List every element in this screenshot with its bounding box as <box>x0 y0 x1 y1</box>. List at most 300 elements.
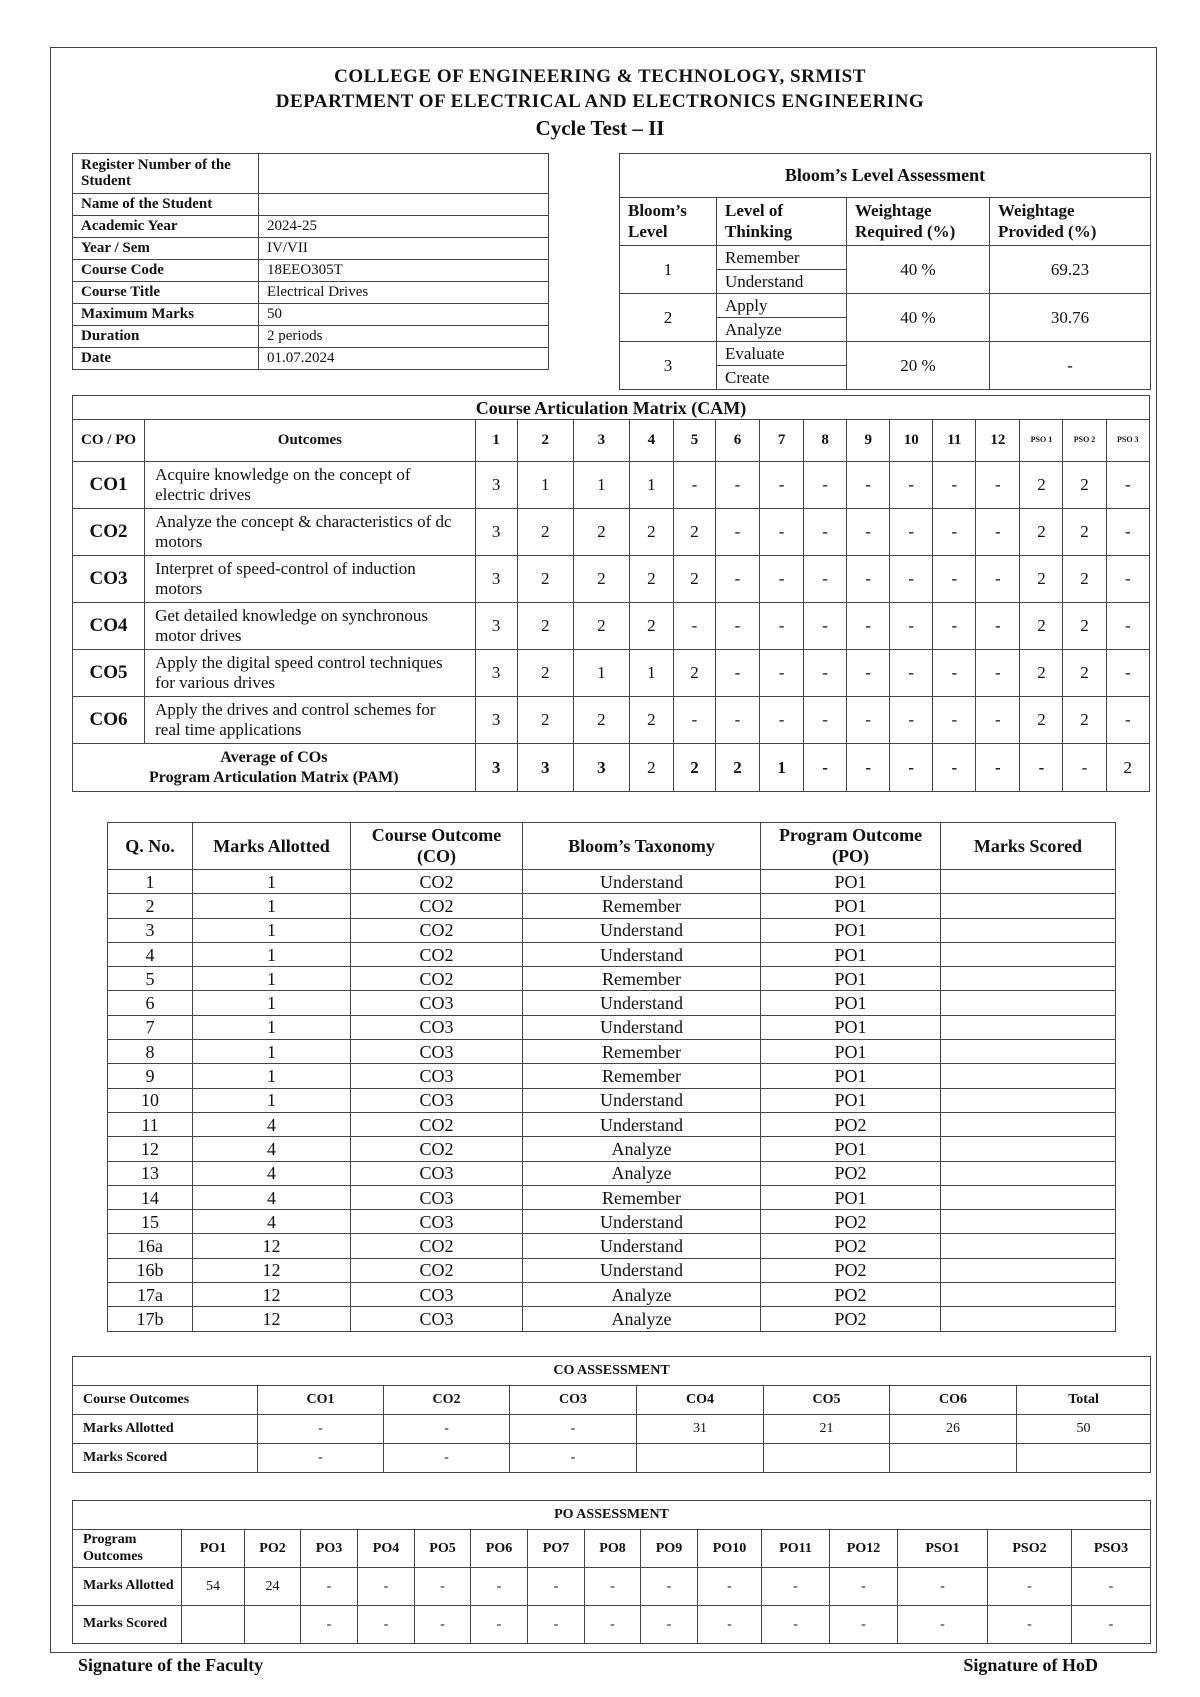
cam-average-value: - <box>1020 744 1063 792</box>
cam-co-label: CO3 <box>73 556 145 603</box>
po-header-row-cell: PO3 <box>301 1530 358 1568</box>
course-outcome: CO3 <box>351 1015 523 1039</box>
question-row <box>108 1258 1116 1282</box>
po-allotted-row-cell: - <box>358 1568 415 1606</box>
blooms-taxonomy: Analyze <box>523 1307 761 1331</box>
cam-value: - <box>847 556 890 603</box>
po-scored-row-cell: - <box>762 1606 830 1644</box>
cam-value: - <box>933 603 976 650</box>
info-label: Name of the Student <box>73 194 259 216</box>
question-number: 14 <box>108 1185 193 1209</box>
program-outcome: PO1 <box>761 942 941 966</box>
cam-row <box>73 650 1150 697</box>
cam-value: 2 <box>1020 650 1063 697</box>
course-outcome: CO3 <box>351 1040 523 1064</box>
program-outcome: PO1 <box>761 1137 941 1161</box>
cam-value: 2 <box>1020 462 1063 509</box>
question-number: 17a <box>108 1283 193 1307</box>
info-label: Year / Sem <box>73 238 259 260</box>
co-scored-row-cell <box>1017 1444 1151 1473</box>
cam-value: 2 <box>1020 603 1063 650</box>
question-number: 9 <box>108 1064 193 1088</box>
blooms-taxonomy: Understand <box>523 1112 761 1136</box>
bloom-provided: 30.76 <box>990 294 1151 342</box>
cam-value: - <box>715 603 759 650</box>
po-header-row-cell: PO6 <box>471 1530 528 1568</box>
course-outcome: CO2 <box>351 942 523 966</box>
blooms-taxonomy: Understand <box>523 942 761 966</box>
program-outcome: PO1 <box>761 967 941 991</box>
cam-average-value: - <box>890 744 933 792</box>
po-allotted-row-cell: 24 <box>245 1568 301 1606</box>
bloom-required: 40 % <box>847 294 990 342</box>
po-header-row-cell: PSO3 <box>1072 1530 1151 1568</box>
po-allotted-row-cell: - <box>585 1568 641 1606</box>
blooms-taxonomy: Analyze <box>523 1137 761 1161</box>
blooms-taxonomy: Understand <box>523 991 761 1015</box>
info-value: 2 periods <box>259 326 549 348</box>
course-outcome: CO3 <box>351 1064 523 1088</box>
marks-allotted: 12 <box>193 1258 351 1282</box>
question-row <box>108 1137 1116 1161</box>
info-label: Maximum Marks <box>73 304 259 326</box>
blooms-taxonomy: Remember <box>523 894 761 918</box>
info-value: IV/VII <box>259 238 549 260</box>
cam-value: - <box>673 462 715 509</box>
cam-value: 2 <box>1063 509 1106 556</box>
blooms-taxonomy: Understand <box>523 1210 761 1234</box>
question-number: 12 <box>108 1137 193 1161</box>
cam-average-value: - <box>933 744 976 792</box>
question-number: 11 <box>108 1112 193 1136</box>
cam-average-line1: Average of COs <box>220 749 328 767</box>
cam-value: - <box>760 509 804 556</box>
cam-value: - <box>890 462 933 509</box>
cam-outcome-text: Acquire knowledge on the concept of electric drives <box>145 462 476 509</box>
cam-row <box>73 697 1150 744</box>
po-allotted-row-label: Marks Allotted <box>73 1568 182 1606</box>
course-outcome: CO2 <box>351 1258 523 1282</box>
marks-allotted: 1 <box>193 1015 351 1039</box>
question-number: 10 <box>108 1088 193 1112</box>
co-header-row-label: Course Outcomes <box>73 1386 258 1415</box>
co-scored-row-cell: - <box>510 1444 637 1473</box>
po-header-row-cell: PO4 <box>358 1530 415 1568</box>
course-outcome: CO3 <box>351 1307 523 1331</box>
info-label: Course Title <box>73 282 259 304</box>
question-header: Marks Allotted <box>193 823 351 870</box>
blooms-taxonomy: Understand <box>523 918 761 942</box>
blooms-taxonomy: Remember <box>523 1040 761 1064</box>
cam-value: - <box>804 509 847 556</box>
co-scored-row-cell: - <box>384 1444 510 1473</box>
question-number: 5 <box>108 967 193 991</box>
cam-column-header: 3 <box>573 420 629 462</box>
bloom-thinking: Analyze <box>717 318 847 342</box>
po-header-row-cell: PSO1 <box>898 1530 988 1568</box>
cam-value: 1 <box>573 462 629 509</box>
co-scored-row-cell <box>637 1444 764 1473</box>
cam-value: - <box>890 650 933 697</box>
cam-column-header: 5 <box>673 420 715 462</box>
cam-outcome-text: Apply the drives and control schemes for real time applications <box>145 697 476 744</box>
question-row <box>108 967 1116 991</box>
question-row <box>108 918 1116 942</box>
program-outcome: PO2 <box>761 1161 941 1185</box>
cam-average-value: 2 <box>715 744 759 792</box>
program-outcome: PO2 <box>761 1283 941 1307</box>
cam-value: - <box>933 556 976 603</box>
cam-value: 2 <box>1063 650 1106 697</box>
cam-value: - <box>847 603 890 650</box>
marks-scored <box>941 1185 1116 1209</box>
cam-value: 3 <box>475 697 517 744</box>
cam-value: - <box>890 509 933 556</box>
cam-value: - <box>933 650 976 697</box>
po-scored-row-cell: - <box>585 1606 641 1644</box>
hod-signature: Signature of HoD <box>963 1655 1098 1675</box>
marks-allotted: 12 <box>193 1307 351 1331</box>
cam-value: 2 <box>1020 509 1063 556</box>
marks-scored <box>941 967 1116 991</box>
question-number: 16b <box>108 1258 193 1282</box>
co-header-row-cell: CO6 <box>890 1386 1017 1415</box>
marks-allotted: 1 <box>193 1064 351 1088</box>
program-outcome: PO1 <box>761 894 941 918</box>
course-outcome: CO2 <box>351 1112 523 1136</box>
program-outcome: PO2 <box>761 1307 941 1331</box>
co-allotted-row <box>73 1415 1151 1444</box>
bloom-header: Level of Thinking <box>717 198 847 246</box>
blooms-taxonomy: Understand <box>523 1258 761 1282</box>
cam-value: - <box>1106 603 1149 650</box>
cam-value: - <box>976 462 1020 509</box>
program-outcome: PO2 <box>761 1234 941 1258</box>
cam-average-value: - <box>1063 744 1106 792</box>
marks-allotted: 12 <box>193 1283 351 1307</box>
cam-average-value: - <box>976 744 1020 792</box>
po-assessment-table <box>72 1500 1151 1644</box>
po-header-row-cell: PSO2 <box>988 1530 1072 1568</box>
question-row <box>108 894 1116 918</box>
cam-outcome-text: Apply the digital speed control techniques for various drives <box>145 650 476 697</box>
bloom-thinking: Understand <box>717 270 847 294</box>
cam-value: 2 <box>517 603 573 650</box>
po-scored-row-cell <box>245 1606 301 1644</box>
cam-value: 2 <box>629 603 673 650</box>
marks-scored <box>941 1258 1116 1282</box>
cam-average-value: 2 <box>673 744 715 792</box>
po-scored-row-cell: - <box>641 1606 698 1644</box>
cam-value: - <box>1106 556 1149 603</box>
blooms-taxonomy: Understand <box>523 1234 761 1258</box>
course-outcome: CO3 <box>351 1088 523 1112</box>
cam-average-value: - <box>804 744 847 792</box>
cam-value: 3 <box>475 509 517 556</box>
cam-value: - <box>804 697 847 744</box>
cam-value: - <box>933 509 976 556</box>
program-outcome: PO1 <box>761 1185 941 1209</box>
cam-average-value: 3 <box>517 744 573 792</box>
cam-value: 2 <box>573 509 629 556</box>
marks-allotted: 4 <box>193 1137 351 1161</box>
co-header-row-cell: CO1 <box>258 1386 384 1415</box>
co-header-row-cell: CO2 <box>384 1386 510 1415</box>
course-outcome: CO2 <box>351 1234 523 1258</box>
cam-value: 1 <box>573 650 629 697</box>
cam-value: - <box>715 462 759 509</box>
cam-value: 2 <box>629 509 673 556</box>
po-header-row-cell: PO11 <box>762 1530 830 1568</box>
question-number: 1 <box>108 870 193 894</box>
info-label: Academic Year <box>73 216 259 238</box>
po-header-row-label: Program Outcomes <box>73 1530 182 1568</box>
cam-value: - <box>715 650 759 697</box>
question-table <box>107 822 1116 1332</box>
cam-value: 2 <box>1063 462 1106 509</box>
cam-value: 2 <box>1063 556 1106 603</box>
question-row <box>108 1064 1116 1088</box>
bloom-thinking: Create <box>717 366 847 390</box>
co-header-row <box>73 1386 1151 1415</box>
course-outcome: CO2 <box>351 967 523 991</box>
cam-value: - <box>760 462 804 509</box>
po-header-row-cell: PO2 <box>245 1530 301 1568</box>
program-outcome: PO1 <box>761 1088 941 1112</box>
info-label: Register Number of the Student <box>73 154 259 194</box>
program-outcome: PO1 <box>761 870 941 894</box>
marks-scored <box>941 1137 1116 1161</box>
question-row <box>108 1040 1116 1064</box>
info-value <box>259 194 549 216</box>
cam-value: 2 <box>673 509 715 556</box>
cam-value: - <box>760 697 804 744</box>
question-row <box>108 1234 1116 1258</box>
cam-value: - <box>976 509 1020 556</box>
bloom-header: Weightage Required (%) <box>847 198 990 246</box>
info-row <box>73 282 549 304</box>
marks-scored <box>941 1234 1116 1258</box>
cam-value: 3 <box>475 603 517 650</box>
blooms-taxonomy: Understand <box>523 870 761 894</box>
co-assessment-table <box>72 1356 1151 1473</box>
co-scored-row-label: Marks Scored <box>73 1444 258 1473</box>
cam-value: - <box>673 603 715 650</box>
bloom-level: 3 <box>620 342 717 390</box>
cam-row <box>73 556 1150 603</box>
cam-column-header: 10 <box>890 420 933 462</box>
student-info-table <box>72 153 549 370</box>
po-header-row <box>73 1530 1151 1568</box>
course-outcome: CO3 <box>351 1210 523 1234</box>
course-outcome: CO3 <box>351 1283 523 1307</box>
po-assessment-title: PO ASSESSMENT <box>73 1501 1151 1530</box>
po-header-row-cell: PO12 <box>830 1530 898 1568</box>
cam-value: - <box>760 650 804 697</box>
po-header-row-cell: PO5 <box>415 1530 471 1568</box>
co-header-row-cell: CO3 <box>510 1386 637 1415</box>
question-number: 7 <box>108 1015 193 1039</box>
cam-co-label: CO1 <box>73 462 145 509</box>
info-value: Electrical Drives <box>259 282 549 304</box>
cam-value: - <box>1106 650 1149 697</box>
cam-average-value: 2 <box>629 744 673 792</box>
marks-allotted: 1 <box>193 894 351 918</box>
cam-value: 3 <box>475 650 517 697</box>
marks-allotted: 12 <box>193 1234 351 1258</box>
question-row <box>108 1161 1116 1185</box>
blooms-taxonomy: Remember <box>523 1185 761 1209</box>
bloom-level-table <box>619 153 1151 390</box>
po-scored-row-cell: - <box>301 1606 358 1644</box>
co-scored-row-cell <box>890 1444 1017 1473</box>
co-header-row-cell: CO4 <box>637 1386 764 1415</box>
po-scored-row-cell: - <box>830 1606 898 1644</box>
po-allotted-row-cell: - <box>471 1568 528 1606</box>
blooms-taxonomy: Understand <box>523 1088 761 1112</box>
cam-outcome-text: Interpret of speed-control of induction motors <box>145 556 476 603</box>
cam-column-header: 2 <box>517 420 573 462</box>
co-allotted-row-cell: 50 <box>1017 1415 1151 1444</box>
info-row <box>73 260 549 282</box>
marks-scored <box>941 1283 1116 1307</box>
cam-value: - <box>715 556 759 603</box>
po-allotted-row-cell: - <box>1072 1568 1151 1606</box>
co-header-row-cell: CO5 <box>764 1386 890 1415</box>
bloom-header: Bloom’s Level <box>620 198 717 246</box>
program-outcome: PO2 <box>761 1258 941 1282</box>
cam-average-value: 2 <box>1106 744 1149 792</box>
bloom-title: Bloom’s Level Assessment <box>620 154 1151 198</box>
cam-value: - <box>1106 509 1149 556</box>
info-value <box>259 154 549 194</box>
cam-value: - <box>1106 462 1149 509</box>
marks-allotted: 4 <box>193 1185 351 1209</box>
cam-value: 2 <box>1063 697 1106 744</box>
question-row <box>108 991 1116 1015</box>
po-allotted-row-cell: - <box>641 1568 698 1606</box>
cam-value: 2 <box>517 556 573 603</box>
cam-outcome-text: Get detailed knowledge on synchronous motor drives <box>145 603 476 650</box>
cam-value: 2 <box>1020 556 1063 603</box>
bloom-required: 40 % <box>847 246 990 294</box>
course-outcome: CO2 <box>351 1137 523 1161</box>
cam-average-value: 1 <box>760 744 804 792</box>
bloom-thinking: Remember <box>717 246 847 270</box>
cam-average-value: - <box>847 744 890 792</box>
cam-co-label: CO2 <box>73 509 145 556</box>
cam-value: - <box>804 462 847 509</box>
cam-column-header: 4 <box>629 420 673 462</box>
po-scored-row-cell: - <box>528 1606 585 1644</box>
info-row <box>73 194 549 216</box>
cam-value: - <box>933 462 976 509</box>
cam-column-header: PSO 2 <box>1063 420 1106 462</box>
bloom-thinking: Evaluate <box>717 342 847 366</box>
cam-value: 2 <box>1063 603 1106 650</box>
cam-value: - <box>976 603 1020 650</box>
co-allotted-row-cell: 31 <box>637 1415 764 1444</box>
blooms-taxonomy: Understand <box>523 1015 761 1039</box>
cam-co-label: CO5 <box>73 650 145 697</box>
info-row <box>73 326 549 348</box>
marks-scored <box>941 1064 1116 1088</box>
marks-allotted: 1 <box>193 967 351 991</box>
question-number: 15 <box>108 1210 193 1234</box>
cam-outcome-text: Analyze the concept & characteristics of dc motors <box>145 509 476 556</box>
cam-column-header: 8 <box>804 420 847 462</box>
info-row <box>73 348 549 370</box>
question-row <box>108 870 1116 894</box>
program-outcome: PO1 <box>761 991 941 1015</box>
cam-value: - <box>976 556 1020 603</box>
question-row <box>108 1015 1116 1039</box>
marks-scored <box>941 870 1116 894</box>
cam-average-label <box>73 744 476 792</box>
cam-column-header: 11 <box>933 420 976 462</box>
course-outcome: CO3 <box>351 991 523 1015</box>
program-outcome: PO1 <box>761 1064 941 1088</box>
cam-value: 2 <box>517 697 573 744</box>
cam-average-line2: Program Articulation Matrix (PAM) <box>149 768 399 786</box>
cam-value: - <box>804 556 847 603</box>
cam-column-header: 12 <box>976 420 1020 462</box>
faculty-signature: Signature of the Faculty <box>78 1655 264 1675</box>
blooms-taxonomy: Remember <box>523 967 761 991</box>
info-label: Course Code <box>73 260 259 282</box>
cam-row <box>73 462 1150 509</box>
cam-value: - <box>890 556 933 603</box>
cam-value: 3 <box>475 462 517 509</box>
question-number: 16a <box>108 1234 193 1258</box>
cam-value: 2 <box>573 697 629 744</box>
po-scored-row-label: Marks Scored <box>73 1606 182 1644</box>
cam-value: - <box>933 697 976 744</box>
info-value: 01.07.2024 <box>259 348 549 370</box>
cam-title: Course Articulation Matrix (CAM) <box>73 396 1150 420</box>
question-header: Program Outcome (PO) <box>761 823 941 870</box>
department-title: DEPARTMENT OF ELECTRICAL AND ELECTRONICS ENGINEERING <box>275 91 925 112</box>
course-outcome: CO3 <box>351 1185 523 1209</box>
cam-value: 2 <box>673 650 715 697</box>
question-number: 17b <box>108 1307 193 1331</box>
po-allotted-row-cell: - <box>698 1568 762 1606</box>
marks-allotted: 4 <box>193 1210 351 1234</box>
course-outcome: CO2 <box>351 918 523 942</box>
po-header-row-cell: PO9 <box>641 1530 698 1568</box>
marks-allotted: 1 <box>193 1040 351 1064</box>
question-number: 8 <box>108 1040 193 1064</box>
program-outcome: PO1 <box>761 1040 941 1064</box>
cam-value: - <box>715 697 759 744</box>
question-row <box>108 1283 1116 1307</box>
bloom-level: 1 <box>620 246 717 294</box>
blooms-taxonomy: Analyze <box>523 1283 761 1307</box>
marks-scored <box>941 942 1116 966</box>
po-scored-row-cell: - <box>1072 1606 1151 1644</box>
question-number: 13 <box>108 1161 193 1185</box>
question-header: Course Outcome (CO) <box>351 823 523 870</box>
cam-value: - <box>804 650 847 697</box>
question-number: 6 <box>108 991 193 1015</box>
marks-scored <box>941 991 1116 1015</box>
marks-scored <box>941 894 1116 918</box>
marks-allotted: 4 <box>193 1112 351 1136</box>
cam-row <box>73 509 1150 556</box>
cam-average-value: 3 <box>475 744 517 792</box>
info-label: Date <box>73 348 259 370</box>
po-header-row-cell: PO7 <box>528 1530 585 1568</box>
